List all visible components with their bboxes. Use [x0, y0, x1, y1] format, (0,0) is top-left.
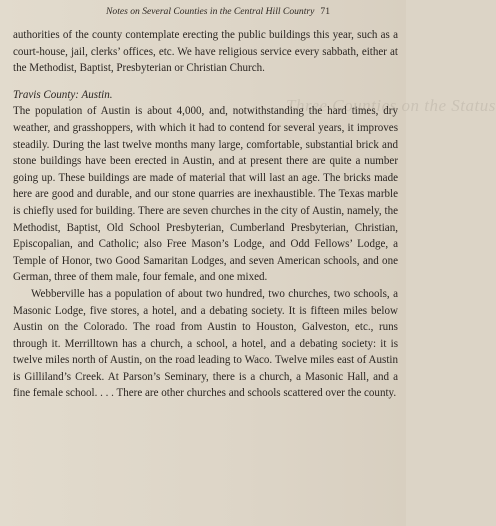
running-header: [106, 6, 398, 17]
page-number: 71: [320, 6, 330, 17]
paragraph-austin: The population of Austin is about 4,000, and, notwithstanding the hard times, dry weather, and grasshoppers, with which it had to contend for several years, it improves steadily. During the last twelve months many large, comfortable, substantial brick and stone buildings have been erected in Austin, and at present there are quite a number going up. These buildings are made of material that will last an age. The bricks made here are good and durable, and our stone quarries are inexhaustible. The Texas marble is chiefly used for building. There are seven churches in the city of Austin, namely, the Methodist, Baptist, Old School Presbyterian, Cumberland Presbyterian, Christian, Episcopalian, and Catholic; also Free Mason’s Lodge, and Odd Fellows’ Lodge, a Temple of Honor, two Good Samaritan Lodges, and seven American schools, and one German, three of them male, four female, and one mixed.: [13, 105, 398, 284]
section-subheading: Travis County: Austin.: [13, 88, 113, 101]
paragraph-webberville: Webberville has a population of about two hundred, two churches, two schools, a Masonic Lodge, five stores, a hotel, and a debating society. It is fifteen miles below Austin on the Colorado. The road from Austin to Houston, Galveston, etc., runs through it. Merrilltown has a church, a school, a hotel, and a debating society: it is twelve miles north of Austin, on the road leading to Waco. Twelve miles east of Austin is Gilliland’s Creek. At Parson’s Seminary, there is a church, a Masonic Hall, and a fine female school. . . . There are other churches and schools scattered over the county.: [13, 287, 398, 400]
body-text: [13, 27, 398, 402]
paragraph-continuation: authorities of the county contemplate erecting the public buildings this year, such as a court-house, jail, clerks’ offices, etc. We have religious service every sabbath, either at the Methodist, Baptist, Presbyterian or Christian Church.: [13, 29, 398, 75]
running-title: Notes on Several Counties in the Central Hill Country: [106, 6, 315, 17]
bleed-through-text: Three Counties on the Status: [286, 96, 496, 115]
